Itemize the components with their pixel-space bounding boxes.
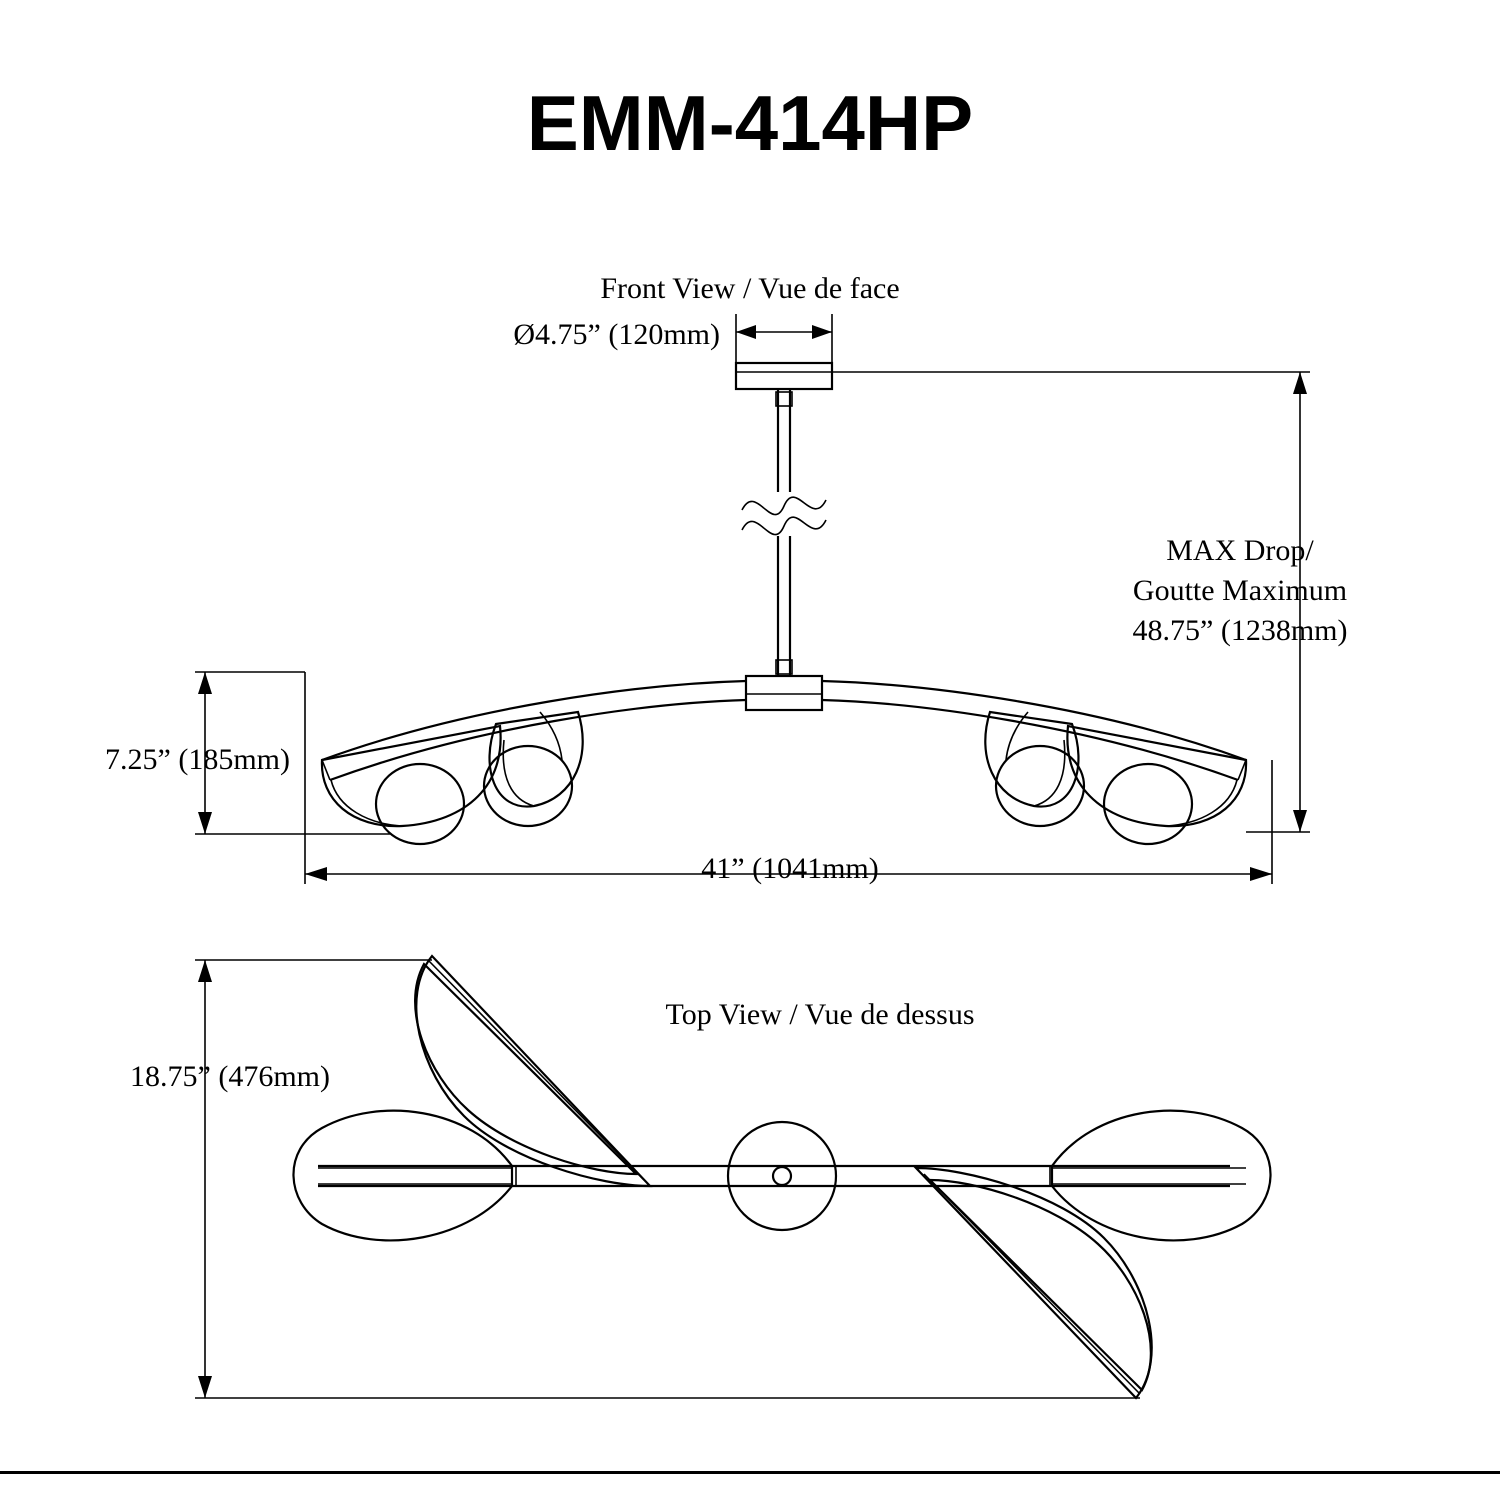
max-drop-label-line2: Goutte Maximum xyxy=(1132,574,1348,607)
left-arm xyxy=(322,681,746,780)
shade-right-outer xyxy=(1067,726,1246,844)
shade-left-outer xyxy=(322,726,501,844)
fixture-height-label: 7.25” (185mm) xyxy=(105,743,290,776)
top-shade-upper-left-diagonal xyxy=(415,956,650,1186)
max-drop-label-line1: MAX Drop/ xyxy=(1166,534,1314,567)
shade-left-inner xyxy=(484,712,583,826)
fixture-depth-dimension xyxy=(195,960,1140,1398)
center-hub-front xyxy=(746,676,822,710)
canopy xyxy=(736,363,832,389)
shade-right-inner xyxy=(985,712,1084,826)
center-hub-top xyxy=(728,1122,836,1230)
stem-upper xyxy=(776,389,792,492)
stem-break-symbol xyxy=(742,497,826,534)
top-shade-lower-right-diagonal xyxy=(916,1168,1152,1398)
front-view-label: Front View / Vue de face xyxy=(600,272,900,305)
right-arm xyxy=(822,681,1246,780)
canopy-diameter-dimension xyxy=(736,314,832,370)
top-view-label: Top View / Vue de dessus xyxy=(665,998,975,1031)
footer-rule xyxy=(0,1471,1500,1474)
max-drop-label-line3: 48.75” (1238mm) xyxy=(1132,614,1348,647)
page-title: EMM-414HP xyxy=(526,79,974,167)
fixture-width-dimension xyxy=(305,672,1272,884)
fixture-width-label: 41” (1041mm) xyxy=(701,852,879,885)
canopy-diameter-label: Ø4.75” (120mm) xyxy=(513,318,720,351)
fixture-depth-label: 18.75” (476mm) xyxy=(130,1060,330,1093)
stem-lower xyxy=(776,536,792,676)
